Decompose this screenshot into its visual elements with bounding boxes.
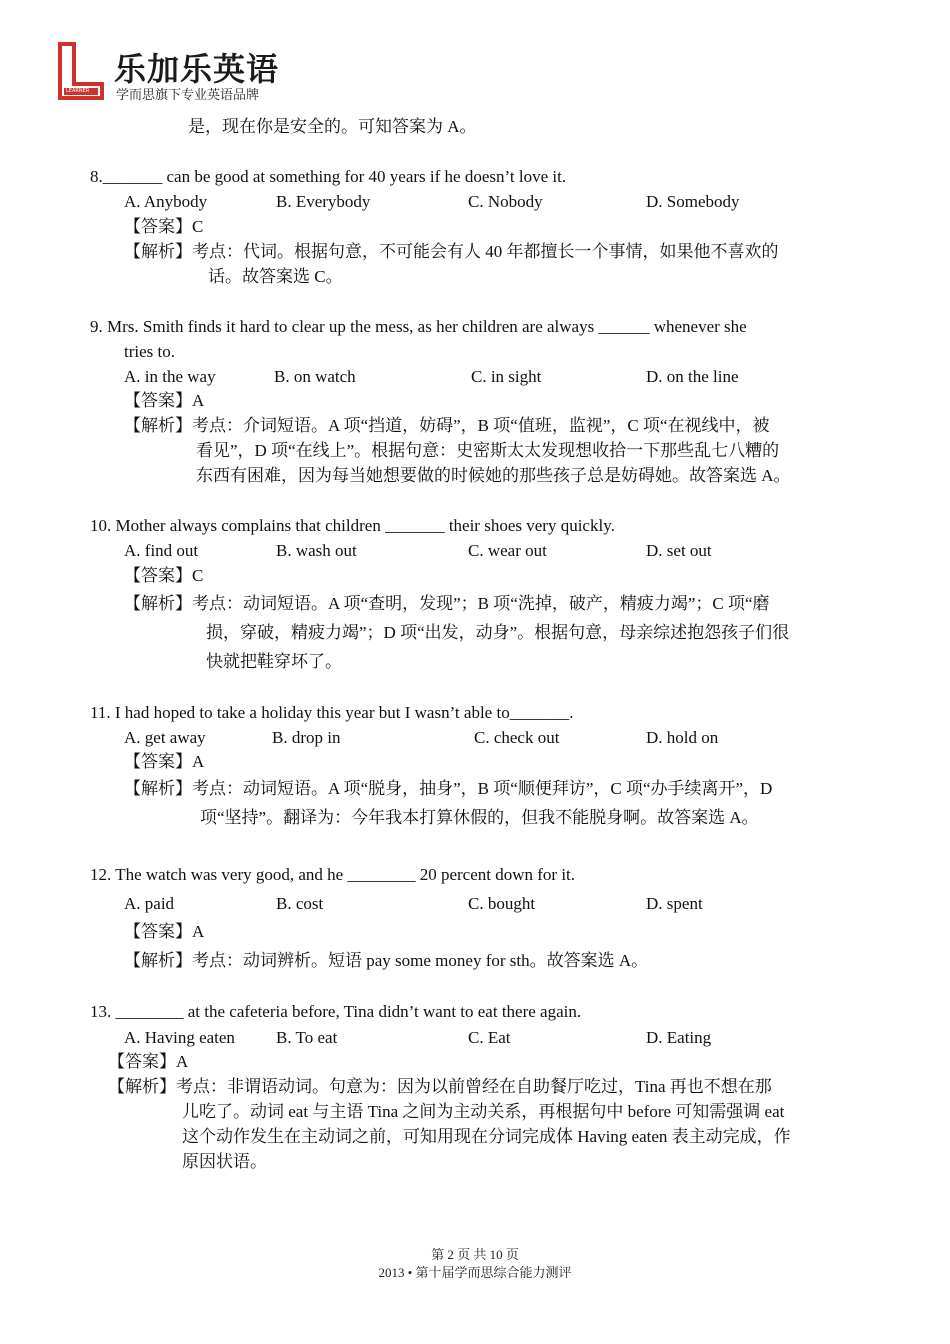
option-d: D. spent: [646, 894, 703, 913]
answer: 【答案】C: [124, 566, 204, 585]
analysis-line: 损，穿破，精疲力竭”；D 项“出发，动身”。根据句意，母亲综述抱怨孩子们很: [206, 623, 790, 642]
analysis-line: 【解析】考点：动词短语。A 项“查明，发现”；B 项“洗掉，破产，精疲力竭”；C 项“磨: [124, 594, 770, 613]
question-stem: 12. The watch was very good, and he ________ 20 percent down for it.: [90, 865, 576, 884]
analysis-line: 看见”，D 项“在线上”。根据句意：史密斯太太发现想收拾一下那些乱七八糟的: [196, 441, 780, 460]
analysis-line: 东西有困难，因为每当她想要做的时候她的那些孩子总是妨碍她。故答案选 A。: [196, 466, 791, 485]
analysis-line: 快就把鞋穿坏了。: [206, 652, 342, 671]
page-number: 第 2 页 共 10 页: [431, 1247, 519, 1262]
brand-title: 乐加乐英语: [114, 50, 280, 88]
option-a: A. in the way: [124, 367, 216, 386]
question-stem: 8._______ can be good at something for 40 years if he doesn’t love it.: [90, 167, 567, 186]
answer: 【答案】C: [124, 217, 204, 236]
question-stem-cont: tries to.: [124, 342, 175, 361]
option-b: B. on watch: [274, 367, 356, 386]
option-c: C. bought: [468, 894, 536, 913]
option-a: A. paid: [124, 894, 175, 913]
option-d: D. Eating: [646, 1028, 712, 1047]
analysis-line: 原因状语。: [182, 1152, 267, 1171]
option-a: A. Having eaten: [124, 1028, 235, 1047]
answer: 【答案】A: [124, 391, 205, 410]
brand-subtitle: 学而思旗下专业英语品牌: [116, 88, 260, 103]
answer: 【答案】A: [124, 922, 205, 941]
analysis-line: 【解析】考点：动词短语。A 项“脱身，抽身”，B 项“顺便拜访”，C 项“办手续离开”，D: [124, 779, 773, 798]
analysis-line: 【解析】考点：介词短语。A 项“挡道，妨碍”，B 项“值班，监视”，C 项“在视线中，被: [124, 416, 770, 435]
footer-event: 2013 • 第十届学而思综合能力测评: [378, 1265, 572, 1280]
question-stem: 10. Mother always complains that children _______ their shoes very quickly.: [90, 516, 615, 535]
question-stem: 9. Mrs. Smith finds it hard to clear up the mess, as her children are always ______ whenever she: [90, 317, 747, 336]
analysis-line: 项“坚持”。翻译为：今年我本打算休假的，但我不能脱身啊。故答案选 A。: [200, 808, 759, 827]
option-c: C. Nobody: [468, 192, 543, 211]
option-a: A. find out: [124, 541, 199, 560]
analysis-line: 【解析】考点：动词辨析。短语 pay some money for sth。故答案选 A。: [124, 951, 649, 970]
option-d: D. set out: [646, 541, 712, 560]
analysis-line: 【解析】考点：代词。根据句意，不可能会有人 40 年都擅长一个事情，如果他不喜欢的: [124, 242, 779, 261]
option-d: D. Somebody: [646, 192, 740, 211]
option-c: C. wear out: [468, 541, 547, 560]
option-c: C. Eat: [468, 1028, 511, 1047]
option-d: D. on the line: [646, 367, 739, 386]
analysis-line: 话。故答案选 C。: [208, 267, 343, 286]
option-b: B. cost: [276, 894, 324, 913]
answer: 【答案】A: [124, 752, 205, 771]
brand-logo: [50, 40, 290, 110]
question-stem: 13. ________ at the cafeteria before, Tina didn’t want to eat there again.: [90, 1002, 582, 1021]
analysis-line: 【解析】考点：非谓语动词。句意为：因为以前曾经在自助餐厅吃过，Tina 再也不想在那: [108, 1077, 772, 1096]
analysis-line: 这个动作发生在主动词之前，可知用现在分词完成体 Having eaten 表主动完成，作: [182, 1127, 791, 1146]
analysis-line: 儿吃了。动词 eat 与主语 Tina 之间为主动关系，再根据句中 before 可知需强调 eat: [182, 1102, 785, 1121]
option-d: D. hold on: [646, 728, 719, 747]
option-b: B. wash out: [276, 541, 357, 560]
option-c: C. in sight: [471, 367, 542, 386]
option-c: C. check out: [474, 728, 560, 747]
option-a: A. get away: [124, 728, 206, 747]
option-b: B. To eat: [276, 1028, 338, 1047]
answer: 【答案】A: [108, 1052, 189, 1071]
question-stem: 11. I had hoped to take a holiday this year but I wasn’t able to_______.: [90, 703, 574, 722]
option-a: A. Anybody: [124, 192, 208, 211]
option-b: B. drop in: [272, 728, 341, 747]
logo-badge: LEARNER: [66, 88, 90, 94]
option-b: B. Everybody: [276, 192, 371, 211]
intro-text: 是，现在你是安全的。可知答案为 A。: [188, 117, 477, 136]
